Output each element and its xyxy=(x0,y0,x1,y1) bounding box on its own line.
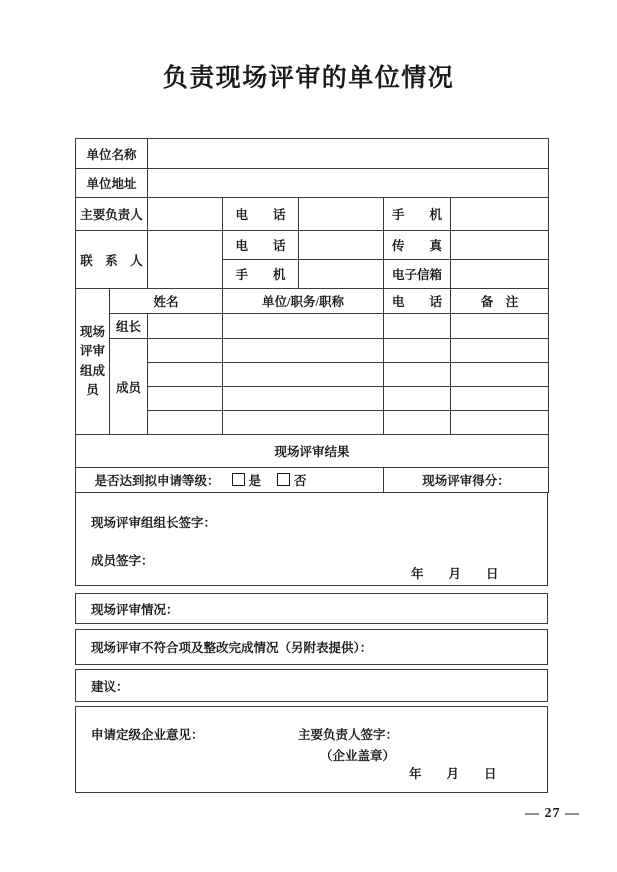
score-label: 现场评审得分： xyxy=(384,468,549,493)
member-name-cell[interactable] xyxy=(148,363,223,387)
member-phone-cell[interactable] xyxy=(384,339,451,363)
page-number: — 27 — xyxy=(525,806,580,821)
member-note-cell[interactable] xyxy=(451,339,549,363)
member-name-cell[interactable] xyxy=(148,411,223,435)
leader-note-cell[interactable] xyxy=(451,314,549,339)
enterprise-opinion-label: 申请定级企业意见： xyxy=(91,728,204,742)
signature-box[interactable] xyxy=(75,493,548,586)
leader-label: 组长 xyxy=(110,314,148,339)
contact-mobile-label: 手 机 xyxy=(223,260,299,289)
member-note-cell[interactable] xyxy=(451,363,549,387)
team-group-label xyxy=(76,289,110,435)
yes-label: 是 xyxy=(248,474,262,488)
principal-name-value[interactable] xyxy=(148,198,223,231)
date-line: 年 月 日 xyxy=(409,767,497,781)
member-name-cell[interactable] xyxy=(148,339,223,363)
review-unit-table xyxy=(75,138,549,493)
principal-label: 主要负责人 xyxy=(76,198,148,231)
nonconformity-label: 现场评审不符合项及整改完成情况（另附表提供）： xyxy=(91,641,373,655)
member-phone-cell[interactable] xyxy=(384,387,451,411)
contact-fax-value[interactable] xyxy=(451,231,549,260)
contact-email-label: 电子信箱 xyxy=(384,260,451,289)
leader-phone-cell[interactable] xyxy=(384,314,451,339)
principal-mobile-value[interactable] xyxy=(451,198,549,231)
enterprise-seal-label: （企业盖章） xyxy=(320,749,396,763)
principal-phone-value[interactable] xyxy=(299,198,384,231)
contact-label: 联 系 人 xyxy=(76,231,148,289)
suggestion-label: 建议： xyxy=(91,679,129,694)
contact-phone-label: 电 话 xyxy=(223,231,299,260)
member-unit-cell[interactable] xyxy=(223,411,384,435)
member-sign-label: 成员签字： xyxy=(91,554,154,568)
enterprise-opinion-box[interactable] xyxy=(75,706,548,793)
principal-phone-label: 电 话 xyxy=(223,198,299,231)
member-unit-cell[interactable] xyxy=(223,387,384,411)
checkbox-no[interactable] xyxy=(277,473,290,486)
unit-name-value[interactable] xyxy=(148,139,549,169)
page-title: 负责现场评审的单位情况 xyxy=(162,65,455,92)
contact-email-value[interactable] xyxy=(451,260,549,289)
member-name-cell[interactable] xyxy=(148,387,223,411)
member-col-phone: 电 话 xyxy=(384,289,451,314)
member-note-cell[interactable] xyxy=(451,387,549,411)
team-group-label-text: 现场评审组成员 xyxy=(79,324,105,397)
nonconformity-box[interactable] xyxy=(75,629,548,665)
member-unit-cell[interactable] xyxy=(223,363,384,387)
no-label: 否 xyxy=(294,474,307,488)
member-phone-cell[interactable] xyxy=(384,363,451,387)
contact-mobile-value[interactable] xyxy=(299,260,384,289)
principal-sign-label: 主要负责人签字： xyxy=(298,728,399,742)
grade-question-cell xyxy=(76,468,384,493)
leader-unit-cell[interactable] xyxy=(223,314,384,339)
review-unit-form xyxy=(75,138,548,793)
contact-name-value[interactable] xyxy=(148,231,223,289)
member-unit-cell[interactable] xyxy=(223,339,384,363)
member-note-cell[interactable] xyxy=(451,411,549,435)
unit-address-label: 单位地址 xyxy=(76,169,148,198)
unit-name-label: 单位名称 xyxy=(76,139,148,169)
result-section-title: 现场评审结果 xyxy=(76,435,549,468)
leader-name-cell[interactable] xyxy=(148,314,223,339)
member-col-name: 姓名 xyxy=(110,289,223,314)
member-col-note: 备 注 xyxy=(451,289,549,314)
date-line: 年 月 日 xyxy=(411,567,499,581)
member-col-unit: 单位/职务/职称 xyxy=(223,289,384,314)
contact-phone-value[interactable] xyxy=(299,231,384,260)
unit-address-value[interactable] xyxy=(148,169,549,198)
member-phone-cell[interactable] xyxy=(384,411,451,435)
checkbox-yes[interactable] xyxy=(232,473,245,486)
review-situation-label: 现场评审情况： xyxy=(91,602,179,617)
suggestion-box[interactable] xyxy=(75,669,548,702)
grade-question-label: 是否达到拟申请等级： xyxy=(94,474,220,488)
review-situation-box[interactable] xyxy=(75,593,548,624)
contact-fax-label: 传 真 xyxy=(384,231,451,260)
member-label: 成员 xyxy=(110,339,148,435)
leader-sign-label: 现场评审组组长签字： xyxy=(91,516,217,530)
principal-mobile-label: 手 机 xyxy=(384,198,451,231)
